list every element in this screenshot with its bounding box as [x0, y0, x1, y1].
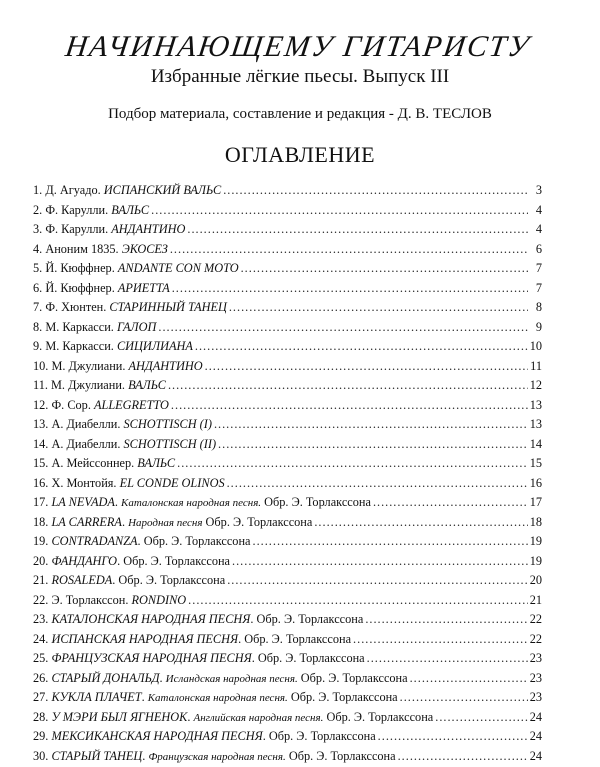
- toc-entry-arranger: Обр. Э. Торлаксcона: [269, 729, 376, 743]
- toc-entry-number: 14.: [33, 437, 48, 451]
- toc-page-number: 15: [530, 454, 542, 474]
- toc-leader-dots: [410, 669, 528, 689]
- toc-entry-title: АНДАНТИНО: [129, 359, 203, 373]
- toc-entry-text: 23. КАТАЛОНСКАЯ НАРОДНАЯ ПЕСНЯ. Обр. Э. Торлаксcона: [33, 610, 363, 630]
- toc-entry-text: [33, 259, 239, 279]
- toc-entry[interactable]: [33, 708, 542, 728]
- toc-page-number: 22: [530, 610, 542, 630]
- toc-entry-number: 12.: [33, 398, 48, 412]
- toc-entry-text: [33, 298, 227, 318]
- toc-entry-title: АРИЕТТА: [118, 281, 170, 295]
- toc-page-number: 7: [530, 259, 542, 279]
- toc-entry-text: 27. КУКЛА ПЛАЧЕТ. Каталонская народная песня. Обр. Э. Торлаксcона: [33, 688, 398, 709]
- toc-entry-title: ИСПАНСКИЙ ВАЛЬС: [104, 183, 221, 197]
- toc-entry-author: Д. Агуадо.: [45, 183, 100, 197]
- book-title: НАЧИНАЮЩЕМУ ГИТАРИСТУ: [0, 0, 600, 64]
- toc-entry-text: [33, 220, 185, 240]
- toc-entry-author: М. Каркасси.: [45, 320, 114, 334]
- toc-entry[interactable]: [33, 591, 542, 611]
- toc-page-number: 8: [530, 298, 542, 318]
- toc-entry-title: ИСПАНСКАЯ НАРОДНАЯ ПЕСНЯ: [51, 632, 238, 646]
- toc-entry-note: Каталонская народная песня.: [148, 692, 288, 704]
- toc-page-number: 21: [530, 591, 542, 611]
- toc-entry[interactable]: [33, 727, 542, 747]
- toc-entry-title: SCHOTTISCH (II): [123, 437, 216, 451]
- toc-page-number: 24: [530, 708, 542, 728]
- toc-leader-dots: [241, 259, 528, 279]
- toc-entry-title: CONTRADANZA: [51, 534, 137, 548]
- toc-heading: ОГЛАВЛЕНИЕ: [0, 124, 600, 168]
- toc-entry-number: 7.: [33, 300, 42, 314]
- toc-entry-arranger: Обр. Э. Торлаксcона: [244, 632, 351, 646]
- toc-entry-author: А. Диабелли.: [51, 437, 120, 451]
- toc-page-number: 18: [530, 513, 542, 533]
- toc-entry-note: Каталонская народная песня.: [121, 497, 261, 509]
- toc-entry-title: КУКЛА ПЛАЧЕТ: [51, 690, 141, 704]
- toc-entry[interactable]: [33, 630, 542, 650]
- toc-leader-dots: [151, 201, 528, 221]
- toc-leader-dots: [232, 552, 528, 572]
- toc-entry[interactable]: [33, 220, 542, 240]
- toc-leader-dots: [158, 318, 528, 338]
- toc-entry-number: 2.: [33, 203, 42, 217]
- toc-page-number: 7: [530, 279, 542, 299]
- toc-entry-text: [33, 415, 212, 435]
- toc-entry-title: ВАЛЬС: [111, 203, 149, 217]
- toc-entry-title: У МЭРИ БЫЛ ЯГНЕНОК: [51, 710, 187, 724]
- toc-entry[interactable]: [33, 279, 542, 299]
- toc-leader-dots: [353, 630, 528, 650]
- toc-page-number: 12: [530, 376, 542, 396]
- toc-entry-text: [33, 318, 156, 338]
- toc-entry-arranger: Обр. Э. Торлаксcона: [291, 690, 398, 704]
- toc-entry-number: 9.: [33, 339, 42, 353]
- toc-leader-dots: [168, 376, 528, 396]
- toc-entry-text: 18. LA CARRERA. Народная песня Обр. Э. Торлаксcона: [33, 513, 312, 534]
- toc-entry-author: А. Диабелли.: [51, 417, 120, 431]
- toc-entry-title: EL CONDE OLINOS: [120, 476, 225, 490]
- toc-entry-note: Английская народная песня.: [194, 712, 324, 724]
- toc-entry-author: Ф. Карулли.: [45, 203, 108, 217]
- toc-entry-title: SCHOTTISCH (I): [123, 417, 211, 431]
- toc-entry-number: 25.: [33, 651, 48, 665]
- editor-credit: Подбор материала, составление и редакция - Д. В. ТЕСЛОВ: [0, 90, 600, 124]
- toc-entry[interactable]: [33, 318, 542, 338]
- toc-entry-number: 24.: [33, 632, 48, 646]
- toc-entry[interactable]: [33, 201, 542, 221]
- toc-entry[interactable]: [33, 240, 542, 260]
- toc-entry-title: LA NEVADA: [51, 495, 114, 509]
- toc-entry-number: 26.: [33, 671, 48, 685]
- toc-entry-author: М. Джулиани.: [51, 359, 125, 373]
- toc-entry-arranger: Обр. Э. Торлаксcона: [264, 495, 371, 509]
- toc-entry-author: Й. Кюффнер.: [45, 261, 114, 275]
- toc-entry-number: 28.: [33, 710, 48, 724]
- toc-entry-title: ФАНДАНГО: [51, 554, 117, 568]
- toc-entry[interactable]: [33, 357, 542, 377]
- toc-entry-text: 30. СТАРЫЙ ТАНЕЦ. Французская народная песня. Обр. Э. Торлаксcона: [33, 747, 396, 767]
- toc-entry[interactable]: [33, 396, 542, 416]
- toc-entry-number: 1.: [33, 183, 42, 197]
- toc-leader-dots: [205, 357, 528, 377]
- toc-entry-number: 18.: [33, 515, 48, 529]
- toc-page-number: 10: [530, 337, 542, 357]
- toc-entry-title: ВАЛЬС: [137, 456, 175, 470]
- toc-entry-number: 3.: [33, 222, 42, 236]
- toc-entry-text: [33, 240, 168, 260]
- toc-entry-author: Ф. Сор.: [51, 398, 90, 412]
- toc-leader-dots: [398, 747, 528, 767]
- toc-entry-author: М. Джулиани.: [51, 378, 125, 392]
- toc-entry-text: [33, 181, 221, 201]
- toc-entry-number: 11.: [33, 378, 48, 392]
- toc-leader-dots: [171, 396, 528, 416]
- toc-entry-note: Народная песня: [128, 517, 202, 529]
- toc-entry[interactable]: [33, 454, 542, 474]
- toc-entry[interactable]: [33, 474, 542, 494]
- toc-entry-author: Ф. Хюнтен.: [45, 300, 106, 314]
- toc-leader-dots: [378, 727, 528, 747]
- toc-entry-number: 17.: [33, 495, 48, 509]
- toc-entry-number: 15.: [33, 456, 48, 470]
- book-subtitle: Избранные лёгкие пьесы. Выпуск III: [0, 64, 600, 90]
- toc-page-number: 20: [530, 571, 542, 591]
- toc-leader-dots: [314, 513, 527, 533]
- toc-entry-title: ВАЛЬС: [128, 378, 166, 392]
- toc-list: [33, 181, 542, 766]
- toc-entry-title: МЕКСИКАНСКАЯ НАРОДНАЯ ПЕСНЯ: [51, 729, 262, 743]
- toc-entry[interactable]: [33, 610, 542, 630]
- toc-entry-author: Й. Кюффнер.: [45, 281, 114, 295]
- toc-entry-note: Французская народная песня.: [148, 751, 285, 763]
- toc-entry[interactable]: [33, 298, 542, 318]
- toc-leader-dots: [195, 337, 528, 357]
- toc-entry[interactable]: [33, 181, 542, 201]
- toc-leader-dots: [400, 688, 528, 708]
- toc-leader-dots: [177, 454, 528, 474]
- toc-page-number: 19: [530, 532, 542, 552]
- toc-leader-dots: [435, 708, 527, 728]
- toc-page-number: 24: [530, 747, 542, 767]
- toc-entry-title: СТАРЫЙ ТАНЕЦ: [51, 749, 142, 763]
- toc-entry-number: 30.: [33, 749, 48, 763]
- toc-entry-text: [33, 396, 169, 416]
- toc-entry-author: Ф. Карулли.: [45, 222, 108, 236]
- toc-entry-text: 29. МЕКСИКАНСКАЯ НАРОДНАЯ ПЕСНЯ. Обр. Э. Торлаксcона: [33, 727, 376, 747]
- toc-leader-dots: [223, 181, 528, 201]
- toc-entry-author: М. Каркасси.: [45, 339, 114, 353]
- toc-entry[interactable]: [33, 259, 542, 279]
- toc-entry[interactable]: [33, 493, 542, 513]
- toc-entry[interactable]: [33, 337, 542, 357]
- toc-entry[interactable]: [33, 513, 542, 533]
- toc-page-number: 23: [530, 669, 542, 689]
- toc-entry-title: RONDINO: [132, 593, 187, 607]
- toc-entry-number: 23.: [33, 612, 48, 626]
- toc-entry-author: Х. Монтойя.: [51, 476, 116, 490]
- toc-leader-dots: [172, 279, 528, 299]
- toc-entry-arranger: Обр. Э. Торлаксcона: [257, 612, 364, 626]
- toc-leader-dots: [187, 220, 528, 240]
- toc-page-number: 22: [530, 630, 542, 650]
- toc-entry-text: [33, 591, 186, 611]
- toc-entry-number: 10.: [33, 359, 48, 373]
- toc-entry-author: А. Мейссоннер.: [51, 456, 134, 470]
- toc-page-number: 4: [530, 220, 542, 240]
- toc-entry[interactable]: [33, 688, 542, 708]
- toc-entry-arranger: Обр. Э. Торлаксcона: [258, 651, 365, 665]
- toc-entry-arranger: Обр. Э. Торлаксcона: [144, 534, 251, 548]
- toc-entry-number: 13.: [33, 417, 48, 431]
- toc-entry-text: [33, 201, 149, 221]
- toc-entry-number: 29.: [33, 729, 48, 743]
- toc-entry-text: [33, 454, 175, 474]
- toc-entry[interactable]: [33, 435, 542, 455]
- toc-entry-text: 25. ФРАНЦУЗСКАЯ НАРОДНАЯ ПЕСНЯ. Обр. Э. Торлаксcона: [33, 649, 365, 669]
- toc-entry-text: 19. CONTRADANZA. Обр. Э. Торлаксcона: [33, 532, 251, 552]
- toc-entry-text: 21. ROSALEDA. Обр. Э. Торлаксcона: [33, 571, 225, 591]
- toc-page-number: 9: [530, 318, 542, 338]
- toc-leader-dots: [365, 610, 527, 630]
- toc-entry[interactable]: [33, 532, 542, 552]
- toc-page-number: 14: [530, 435, 542, 455]
- toc-entry[interactable]: [33, 649, 542, 669]
- toc-entry-arranger: Обр. Э. Торлаксcона: [326, 710, 433, 724]
- toc-page-number: 13: [530, 396, 542, 416]
- toc-entry-number: 8.: [33, 320, 42, 334]
- toc-leader-dots: [227, 474, 528, 494]
- toc-entry-text: 24. ИСПАНСКАЯ НАРОДНАЯ ПЕСНЯ. Обр. Э. Торлаксcона: [33, 630, 351, 650]
- toc-page-number: 4: [530, 201, 542, 221]
- toc-entry-title: ROSALEDA: [51, 573, 112, 587]
- toc-entry-title: ANDANTE CON MOTO: [118, 261, 239, 275]
- toc-entry-number: 4.: [33, 242, 42, 256]
- toc-entry-number: 21.: [33, 573, 48, 587]
- toc-entry-number: 20.: [33, 554, 48, 568]
- toc-entry-arranger: Обр. Э. Торлаксcона: [206, 515, 313, 529]
- toc-leader-dots: [214, 415, 528, 435]
- toc-entry[interactable]: [33, 571, 542, 591]
- toc-entry-title: ALLEGRETTO: [94, 398, 169, 412]
- toc-entry-arranger: Обр. Э. Торлаксcона: [289, 749, 396, 763]
- toc-page-number: 19: [530, 552, 542, 572]
- toc-page-number: 24: [530, 727, 542, 747]
- toc-entry-author: Э. Торлаксcон.: [51, 593, 128, 607]
- toc-entry-title: СТАРЫЙ ДОНАЛЬД: [51, 671, 159, 685]
- toc-entry-title: АНДАНТИНО: [111, 222, 185, 236]
- toc-leader-dots: [227, 571, 528, 591]
- toc-entry-arranger: Обр. Э. Торлаксcона: [118, 573, 225, 587]
- toc-leader-dots: [253, 532, 528, 552]
- toc-entry-title: КАТАЛОНСКАЯ НАРОДНАЯ ПЕСНЯ: [51, 612, 250, 626]
- toc-entry-text: [33, 474, 225, 494]
- toc-entry-text: [33, 435, 216, 455]
- toc-page-number: 16: [530, 474, 542, 494]
- toc-entry-number: 22.: [33, 593, 48, 607]
- page-header: [0, 0, 600, 168]
- toc-entry-text: [33, 357, 203, 377]
- toc-entry-title: СТАРИННЫЙ ТАНЕЦ: [109, 300, 226, 314]
- toc-page-number: 3: [530, 181, 542, 201]
- toc-leader-dots: [188, 591, 528, 611]
- toc-leader-dots: [218, 435, 528, 455]
- toc-entry-number: 6.: [33, 281, 42, 295]
- toc-entry-arranger: Обр. Э. Торлаксcона: [301, 671, 408, 685]
- toc-entry-title: СИЦИЛИАНА: [117, 339, 193, 353]
- toc-entry-number: 27.: [33, 690, 48, 704]
- toc-entry-arranger: Обр. Э. Торлаксcона: [123, 554, 230, 568]
- toc-entry-number: 16.: [33, 476, 48, 490]
- toc-entry-title: ГАЛОП: [117, 320, 156, 334]
- toc-entry-text: 28. У МЭРИ БЫЛ ЯГНЕНОК. Английская народная песня. Обр. Э. Торлаксcона: [33, 708, 433, 729]
- toc-entry-title: LA CARRERA: [51, 515, 121, 529]
- toc-entry[interactable]: [33, 669, 542, 689]
- toc-entry-title: ФРАНЦУЗСКАЯ НАРОДНАЯ ПЕСНЯ: [51, 651, 251, 665]
- toc-leader-dots: [229, 298, 528, 318]
- toc-leader-dots: [170, 240, 528, 260]
- toc-entry-text: [33, 279, 170, 299]
- toc-entry-title: ЭКОСЕЗ: [122, 242, 168, 256]
- toc-entry[interactable]: [33, 376, 542, 396]
- toc-entry-text: 20. ФАНДАНГО. Обр. Э. Торлаксcона: [33, 552, 230, 572]
- toc-page-number: 13: [530, 415, 542, 435]
- toc-entry-note: Исландская народная песня.: [166, 673, 298, 685]
- toc-entry-text: 26. СТАРЫЙ ДОНАЛЬД. Исландская народная песня. Обр. Э. Торлаксcона: [33, 669, 408, 690]
- toc-leader-dots: [367, 649, 528, 669]
- toc-entry-text: [33, 376, 166, 396]
- toc-page-number: 6: [530, 240, 542, 260]
- toc-page-number: 23: [530, 688, 542, 708]
- toc-entry[interactable]: [33, 415, 542, 435]
- toc-page-number: 11: [530, 357, 542, 377]
- toc-page-number: 17: [530, 493, 542, 513]
- toc-entry-author: Аноним 1835.: [45, 242, 118, 256]
- toc-entry[interactable]: [33, 552, 542, 572]
- toc-entry-number: 19.: [33, 534, 48, 548]
- toc-page-number: 23: [530, 649, 542, 669]
- toc-leader-dots: [373, 493, 528, 513]
- toc-entry-number: 5.: [33, 261, 42, 275]
- toc-entry-text: 17. LA NEVADA. Каталонская народная песня. Обр. Э. Торлаксcона: [33, 493, 371, 514]
- toc-entry[interactable]: [33, 747, 542, 767]
- toc-entry-text: [33, 337, 193, 357]
